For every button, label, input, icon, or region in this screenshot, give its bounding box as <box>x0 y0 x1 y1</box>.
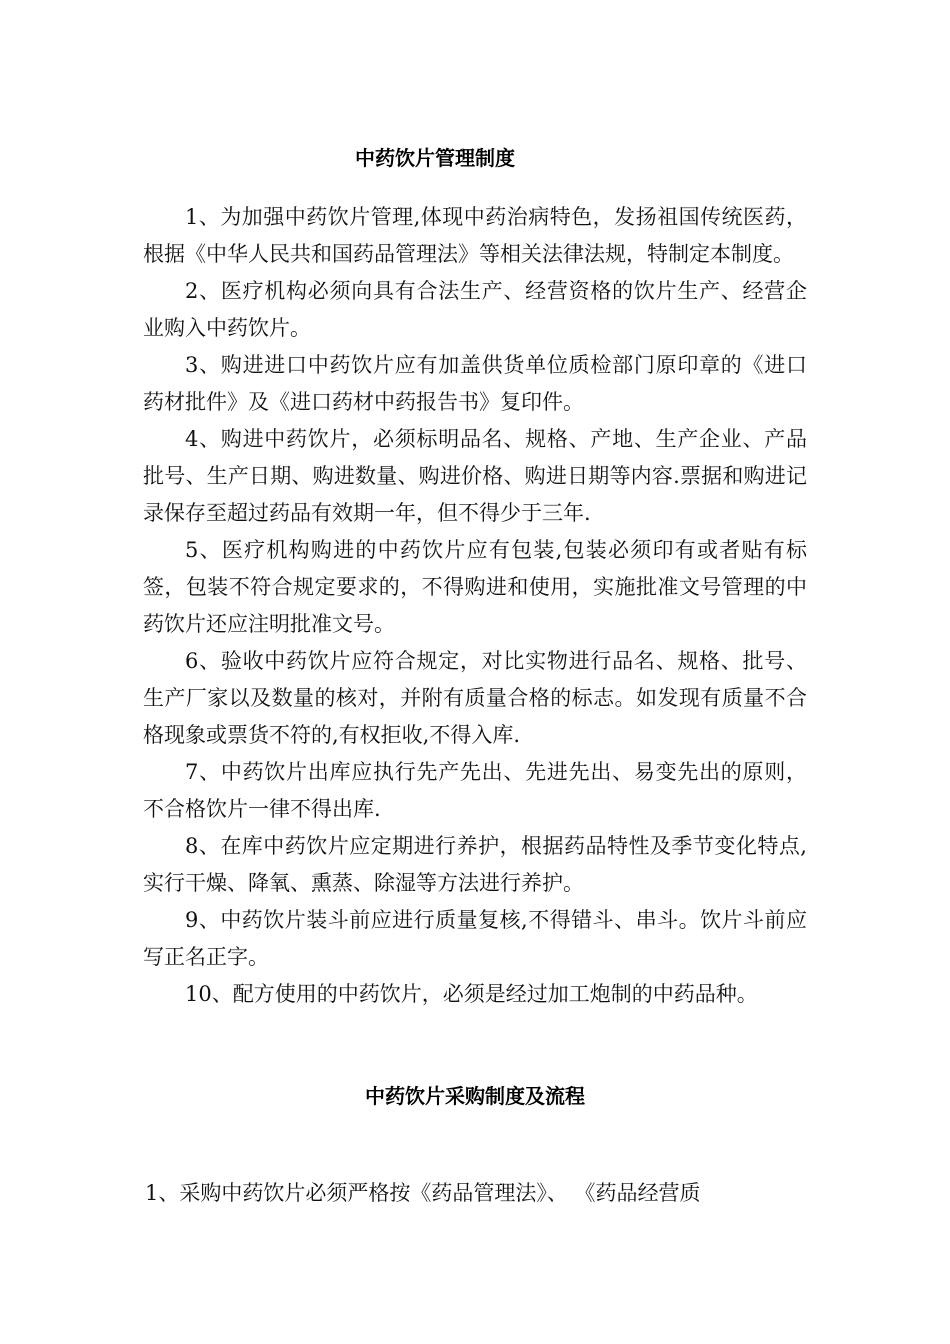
rule-paragraph-10: 10、配方使用的中药饮片，必须是经过加工炮制的中药品种。 <box>185 982 758 1006</box>
rule-paragraph-4: 4、购进中药饮片，必须标明品名、规格、产地、生产企业、产品批号、生产日期、购进数量、购进价格、购进日期等内容.票据和购进记录保存至超过药品有效期一年，但不得少于三年. <box>143 427 807 525</box>
rule-paragraph-2: 2、医疗机构必须向具有合法生产、经营资格的饮片生产、经营企业购入中药饮片。 <box>143 279 807 340</box>
rule-paragraph-7: 7、中药饮片出库应执行先产先出、先进先出、易变先出的原则，不合格饮片一律不得出库. <box>143 760 807 821</box>
rule-paragraph-5: 5、医疗机构购进的中药饮片应有包装,包装必须印有或者贴有标签，包装不符合规定要求的，不得购进和使用，实施批准文号管理的中药饮片还应注明批准文号。 <box>143 538 807 636</box>
section-title-management: 中药饮片管理制度 <box>355 146 515 170</box>
rule-paragraph-8: 8、在库中药饮片应定期进行养护，根据药品特性及季节变化特点,实行干燥、降氧、熏蒸、除湿等方法进行养护。 <box>143 834 807 895</box>
rule-paragraph-1: 1、为加强中药饮片管理,体现中药治病特色，发扬祖国传统医药，根据《中华人民共和国药品管理法》等相关法律法规，特制定本制度。 <box>143 205 807 266</box>
rule-paragraph-6: 6、验收中药饮片应符合规定，对比实物进行品名、规格、批号、生产厂家以及数量的核对，并附有质量合格的标志。如发现有质量不合格现象或票货不符的,有权拒收,不得入库. <box>143 649 807 747</box>
section-title-procurement: 中药饮片采购制度及流程 <box>365 1084 585 1108</box>
management-rules-body <box>143 199 807 1013</box>
procurement-rules-body <box>143 1175 807 1212</box>
rule-paragraph-3: 3、购进进口中药饮片应有加盖供货单位质检部门原印章的《进口药材批件》及《进口药材中药报告书》复印件。 <box>143 353 807 414</box>
procurement-paragraph-1: 1、采购中药饮片必须严格按《药品管理法》、 《药品经营质 <box>145 1181 701 1205</box>
rule-paragraph-9: 9、中药饮片装斗前应进行质量复核,不得错斗、串斗。饮片斗前应写正名正字。 <box>143 908 807 969</box>
